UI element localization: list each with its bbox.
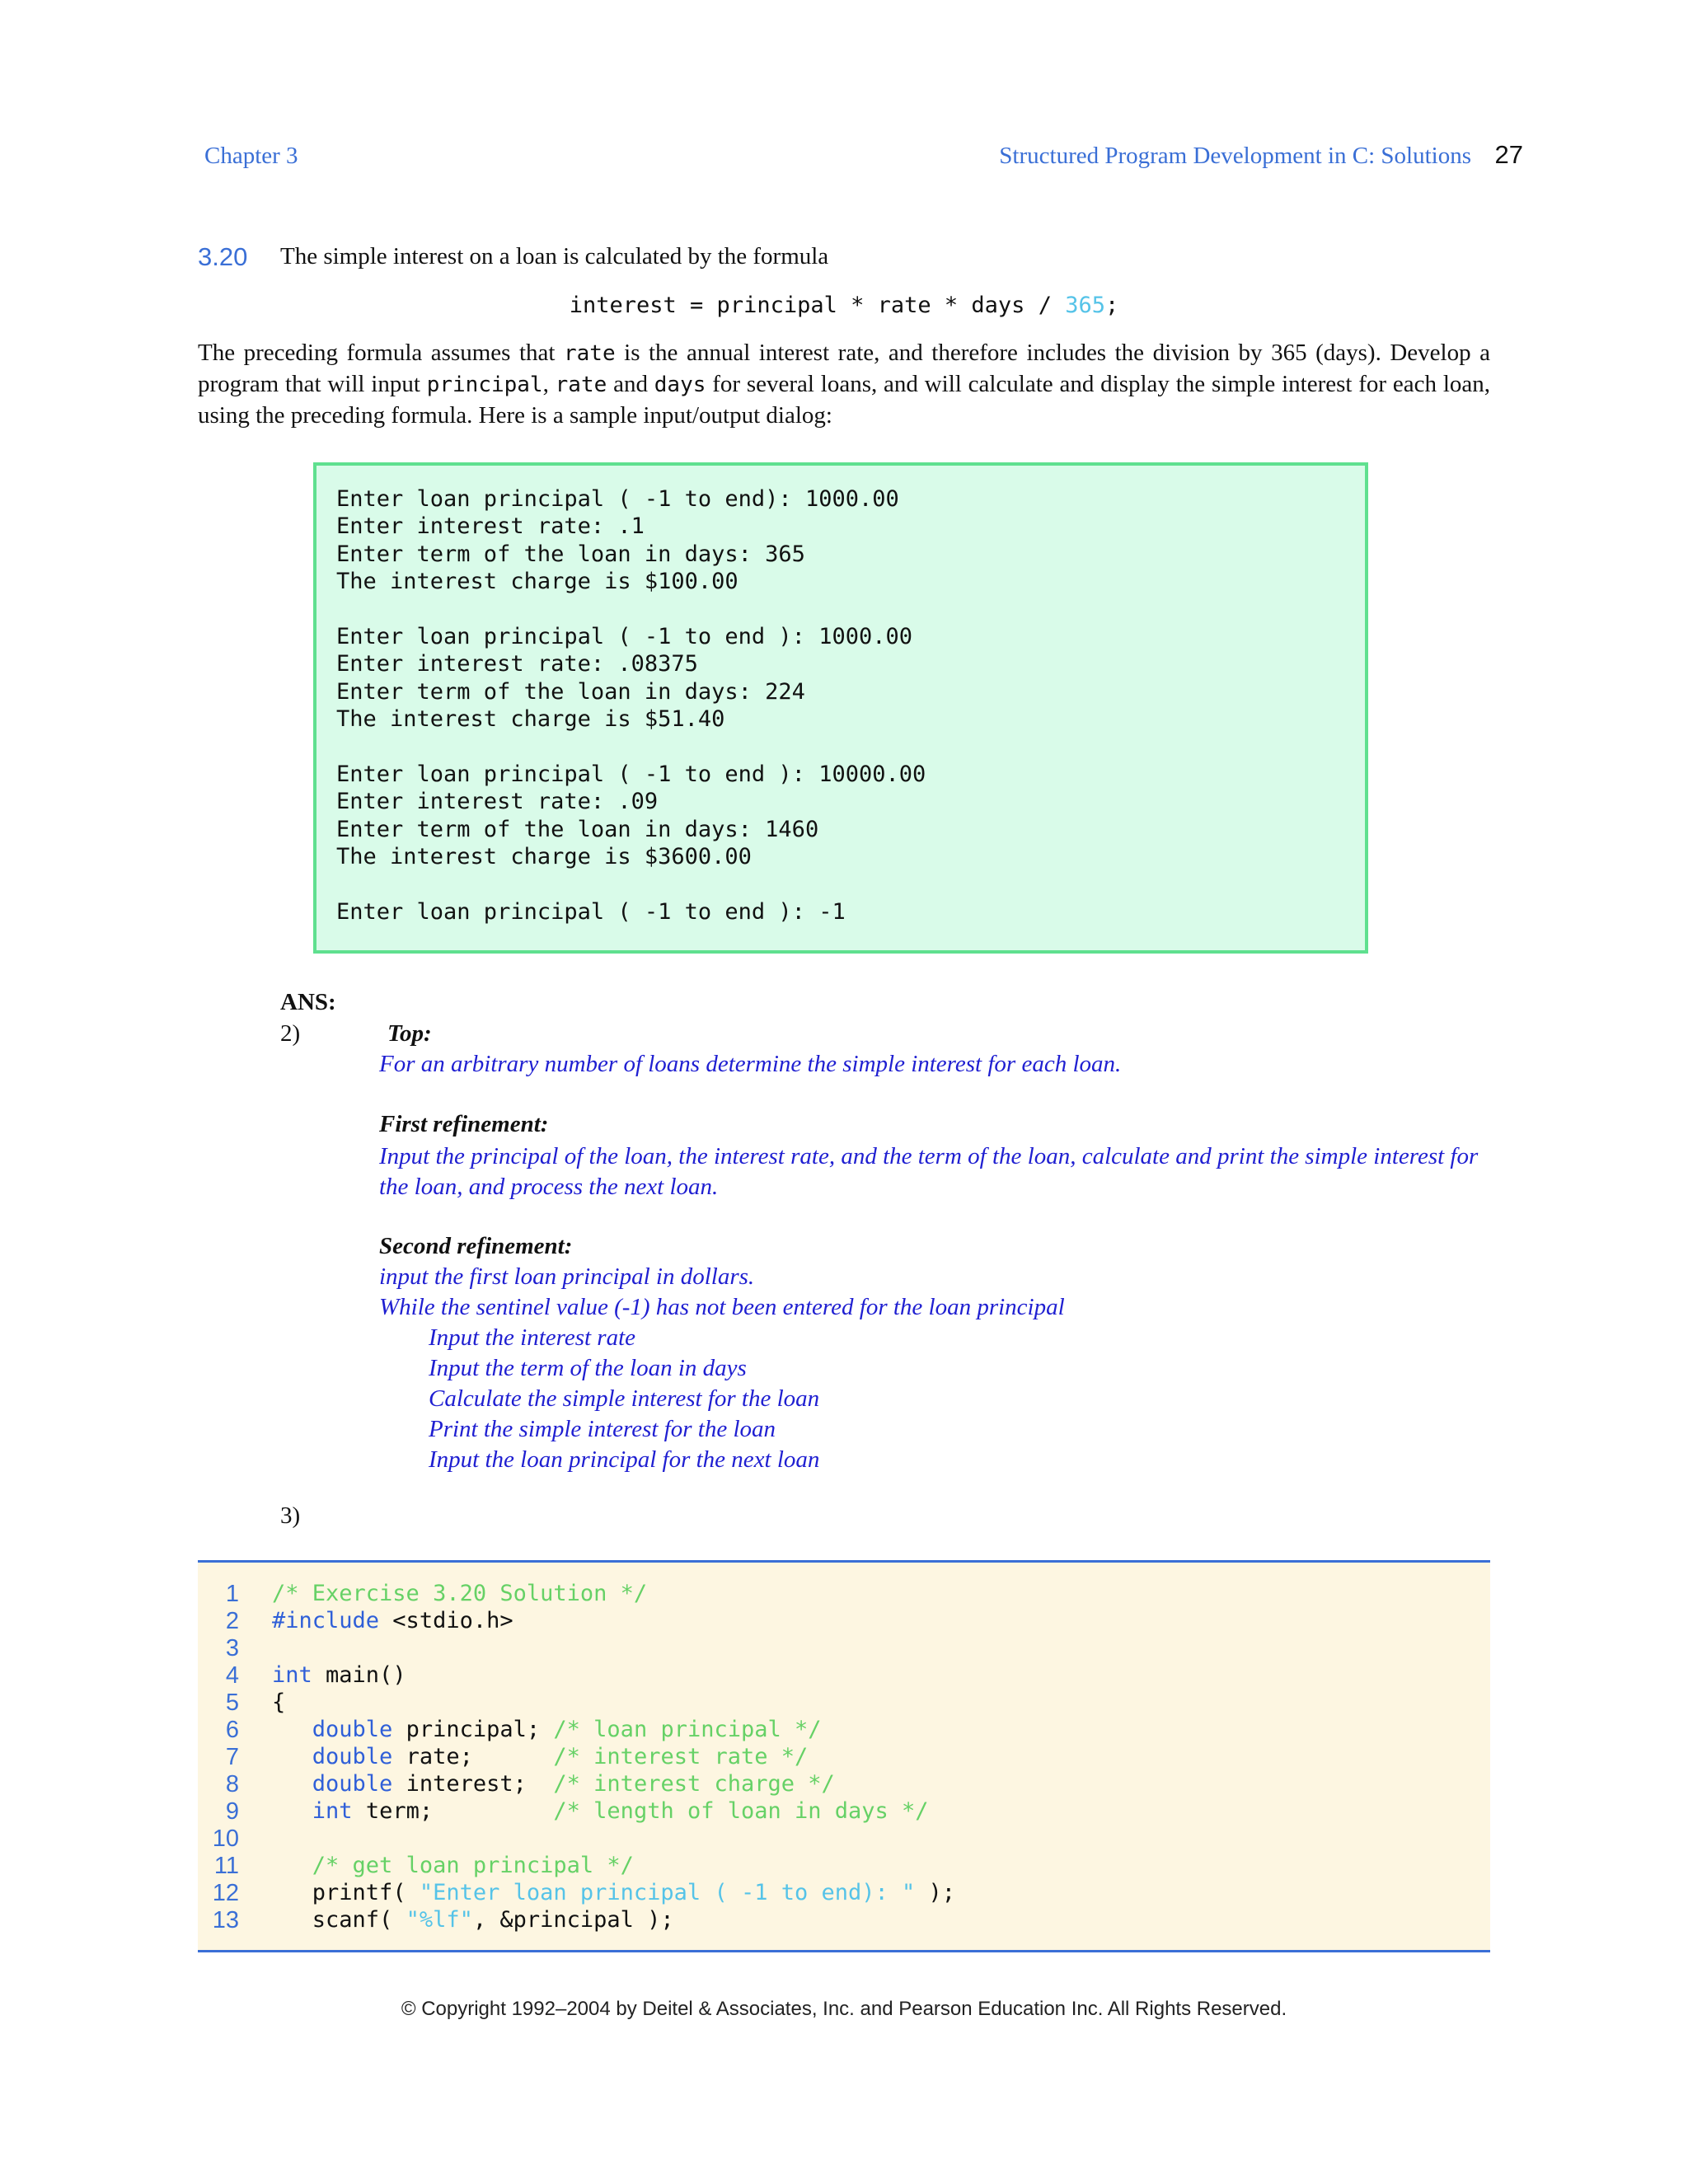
first-refinement-text: Input the principal of the loan, the interest rate, and the term of the loan, calculate and print the simple interest for the loan, and process the next loan.: [379, 1143, 1479, 1200]
code-text: main(): [312, 1662, 406, 1688]
page-number: 27: [1494, 140, 1523, 169]
para-text: The preceding formula assumes that: [198, 340, 564, 366]
line-number: 7: [225, 1744, 239, 1770]
code-keyword: double: [312, 1717, 393, 1742]
copyright-footer: © Copyright 1992–2004 by Deitel & Associates, Inc. and Pearson Education Inc. All Rights Reserved.: [401, 1998, 1287, 2020]
code-comment: /* Exercise 3.20 Solution */: [272, 1581, 648, 1606]
para-code-principal: principal: [426, 373, 543, 397]
code-text: printf(: [312, 1880, 420, 1905]
code-keyword: #include: [272, 1608, 380, 1633]
para-text: for several loans, and will calculate and display the simple interest for each loan, using the preceding formula. Here is a sample input/output dialog:: [198, 371, 1491, 429]
line-number: 2: [225, 1608, 239, 1634]
code-text: );: [915, 1880, 956, 1905]
code-keyword: int: [312, 1798, 353, 1824]
second-refinement-line: input the first loan principal in dollars.: [379, 1263, 755, 1290]
second-refinement-subline: Print the simple interest for the loan: [429, 1416, 776, 1442]
code-line: [272, 1907, 674, 1933]
code-line: [272, 1717, 822, 1742]
exercise-paragraph: [198, 338, 1490, 431]
code-text: <stdio.h>: [379, 1608, 513, 1633]
exercise-intro: The simple interest on a loan is calculated by the formula: [280, 243, 829, 269]
code-text: {: [272, 1690, 286, 1715]
running-title: Structured Program Development in C: Solutions: [999, 143, 1471, 169]
line-number: 3: [225, 1635, 239, 1661]
first-refinement-label: First refinement:: [379, 1111, 549, 1137]
answer-part-3: 3): [280, 1502, 301, 1529]
code-line: [272, 1798, 929, 1824]
code-text: principal;: [392, 1717, 554, 1742]
answer-part-2: 2): [280, 1020, 301, 1047]
code-comment: /* get loan principal */: [312, 1853, 634, 1878]
code-line: [272, 1662, 406, 1688]
code-line: [272, 1771, 835, 1797]
para-text: and: [607, 371, 654, 397]
sample-dialog-box: [313, 462, 1368, 954]
second-refinement-subline: Calculate the simple interest for the loan: [429, 1385, 820, 1412]
code-string: "%lf": [406, 1907, 473, 1933]
line-number: 5: [225, 1690, 239, 1716]
code-keyword: double: [312, 1744, 393, 1769]
formula-number: 365: [1065, 293, 1105, 318]
top-text: For an arbitrary number of loans determine the simple interest for each loan.: [379, 1051, 1122, 1077]
chapter-label: Chapter 3: [204, 143, 298, 169]
formula-text: interest = principal * rate * days /: [569, 293, 1066, 318]
line-number: 8: [225, 1771, 239, 1797]
line-number: 6: [225, 1717, 239, 1743]
sample-dialog-text: Enter loan principal ( -1 to end): 1000.00 Enter interest rate: .1 Enter term of the loan in days: 365 The interest charge is $100.00 Enter loan principal ( -1 to end ): 1000.00 Enter interest rate: .08375 Enter term of the loan in days: 224 The interest charge is $51.40 Enter loan principal ( -1 to end ): 10000.00 Enter interest rate: .09 Enter term of the loan in days: 1460 The interest charge is $3600.00 Enter loan principal ( -1 to end ): -1: [336, 486, 926, 926]
para-code-rate: rate: [563, 341, 616, 366]
answer-label: ANS:: [280, 989, 336, 1015]
code-listing: [198, 1560, 1490, 1952]
code-comment: /* interest rate */: [553, 1744, 809, 1769]
line-number: 10: [212, 1825, 239, 1852]
line-number: 12: [212, 1880, 239, 1906]
para-code-days: days: [654, 373, 706, 397]
code-line: [272, 1880, 955, 1905]
code-comment: /* interest charge */: [553, 1771, 835, 1797]
code-line: [272, 1581, 647, 1606]
code-line: [272, 1853, 634, 1878]
code-text: rate;: [392, 1744, 554, 1769]
code-text: scanf(: [312, 1907, 406, 1933]
top-label: Top:: [387, 1020, 432, 1047]
line-number: 11: [213, 1853, 239, 1879]
para-text: is the annual interest rate, and therefore includes the division by 365 (days). Develop a program that will input: [198, 340, 1490, 397]
exercise-number: 3.20: [198, 242, 248, 271]
line-number: 13: [212, 1907, 239, 1933]
code-keyword: double: [312, 1771, 393, 1797]
second-refinement-subline: Input the term of the loan in days: [429, 1355, 747, 1381]
code-line: [272, 1608, 513, 1633]
code-string: "Enter loan principal ( -1 to end): ": [419, 1880, 916, 1905]
second-refinement-subline: Input the interest rate: [429, 1324, 636, 1351]
formula-end: ;: [1104, 293, 1119, 318]
line-number: 1: [225, 1581, 239, 1607]
code-text: , &principal );: [472, 1907, 674, 1933]
code-keyword: int: [272, 1662, 312, 1688]
para-text: ,: [542, 371, 556, 397]
para-code-rate: rate: [555, 373, 607, 397]
code-text: interest;: [392, 1771, 554, 1797]
second-refinement-label: Second refinement:: [379, 1233, 573, 1259]
code-comment: /* length of loan in days */: [553, 1798, 929, 1824]
line-number: 4: [225, 1662, 239, 1689]
line-number: 9: [225, 1798, 239, 1825]
second-refinement-subline: Input the loan principal for the next loan: [429, 1446, 820, 1473]
second-refinement-line: While the sentinel value (-1) has not been entered for the loan principal: [379, 1294, 1065, 1320]
code-line: [272, 1690, 285, 1715]
code-text: term;: [352, 1798, 554, 1824]
code-comment: /* loan principal */: [553, 1717, 822, 1742]
code-line: [272, 1744, 808, 1769]
formula: [0, 293, 1688, 318]
